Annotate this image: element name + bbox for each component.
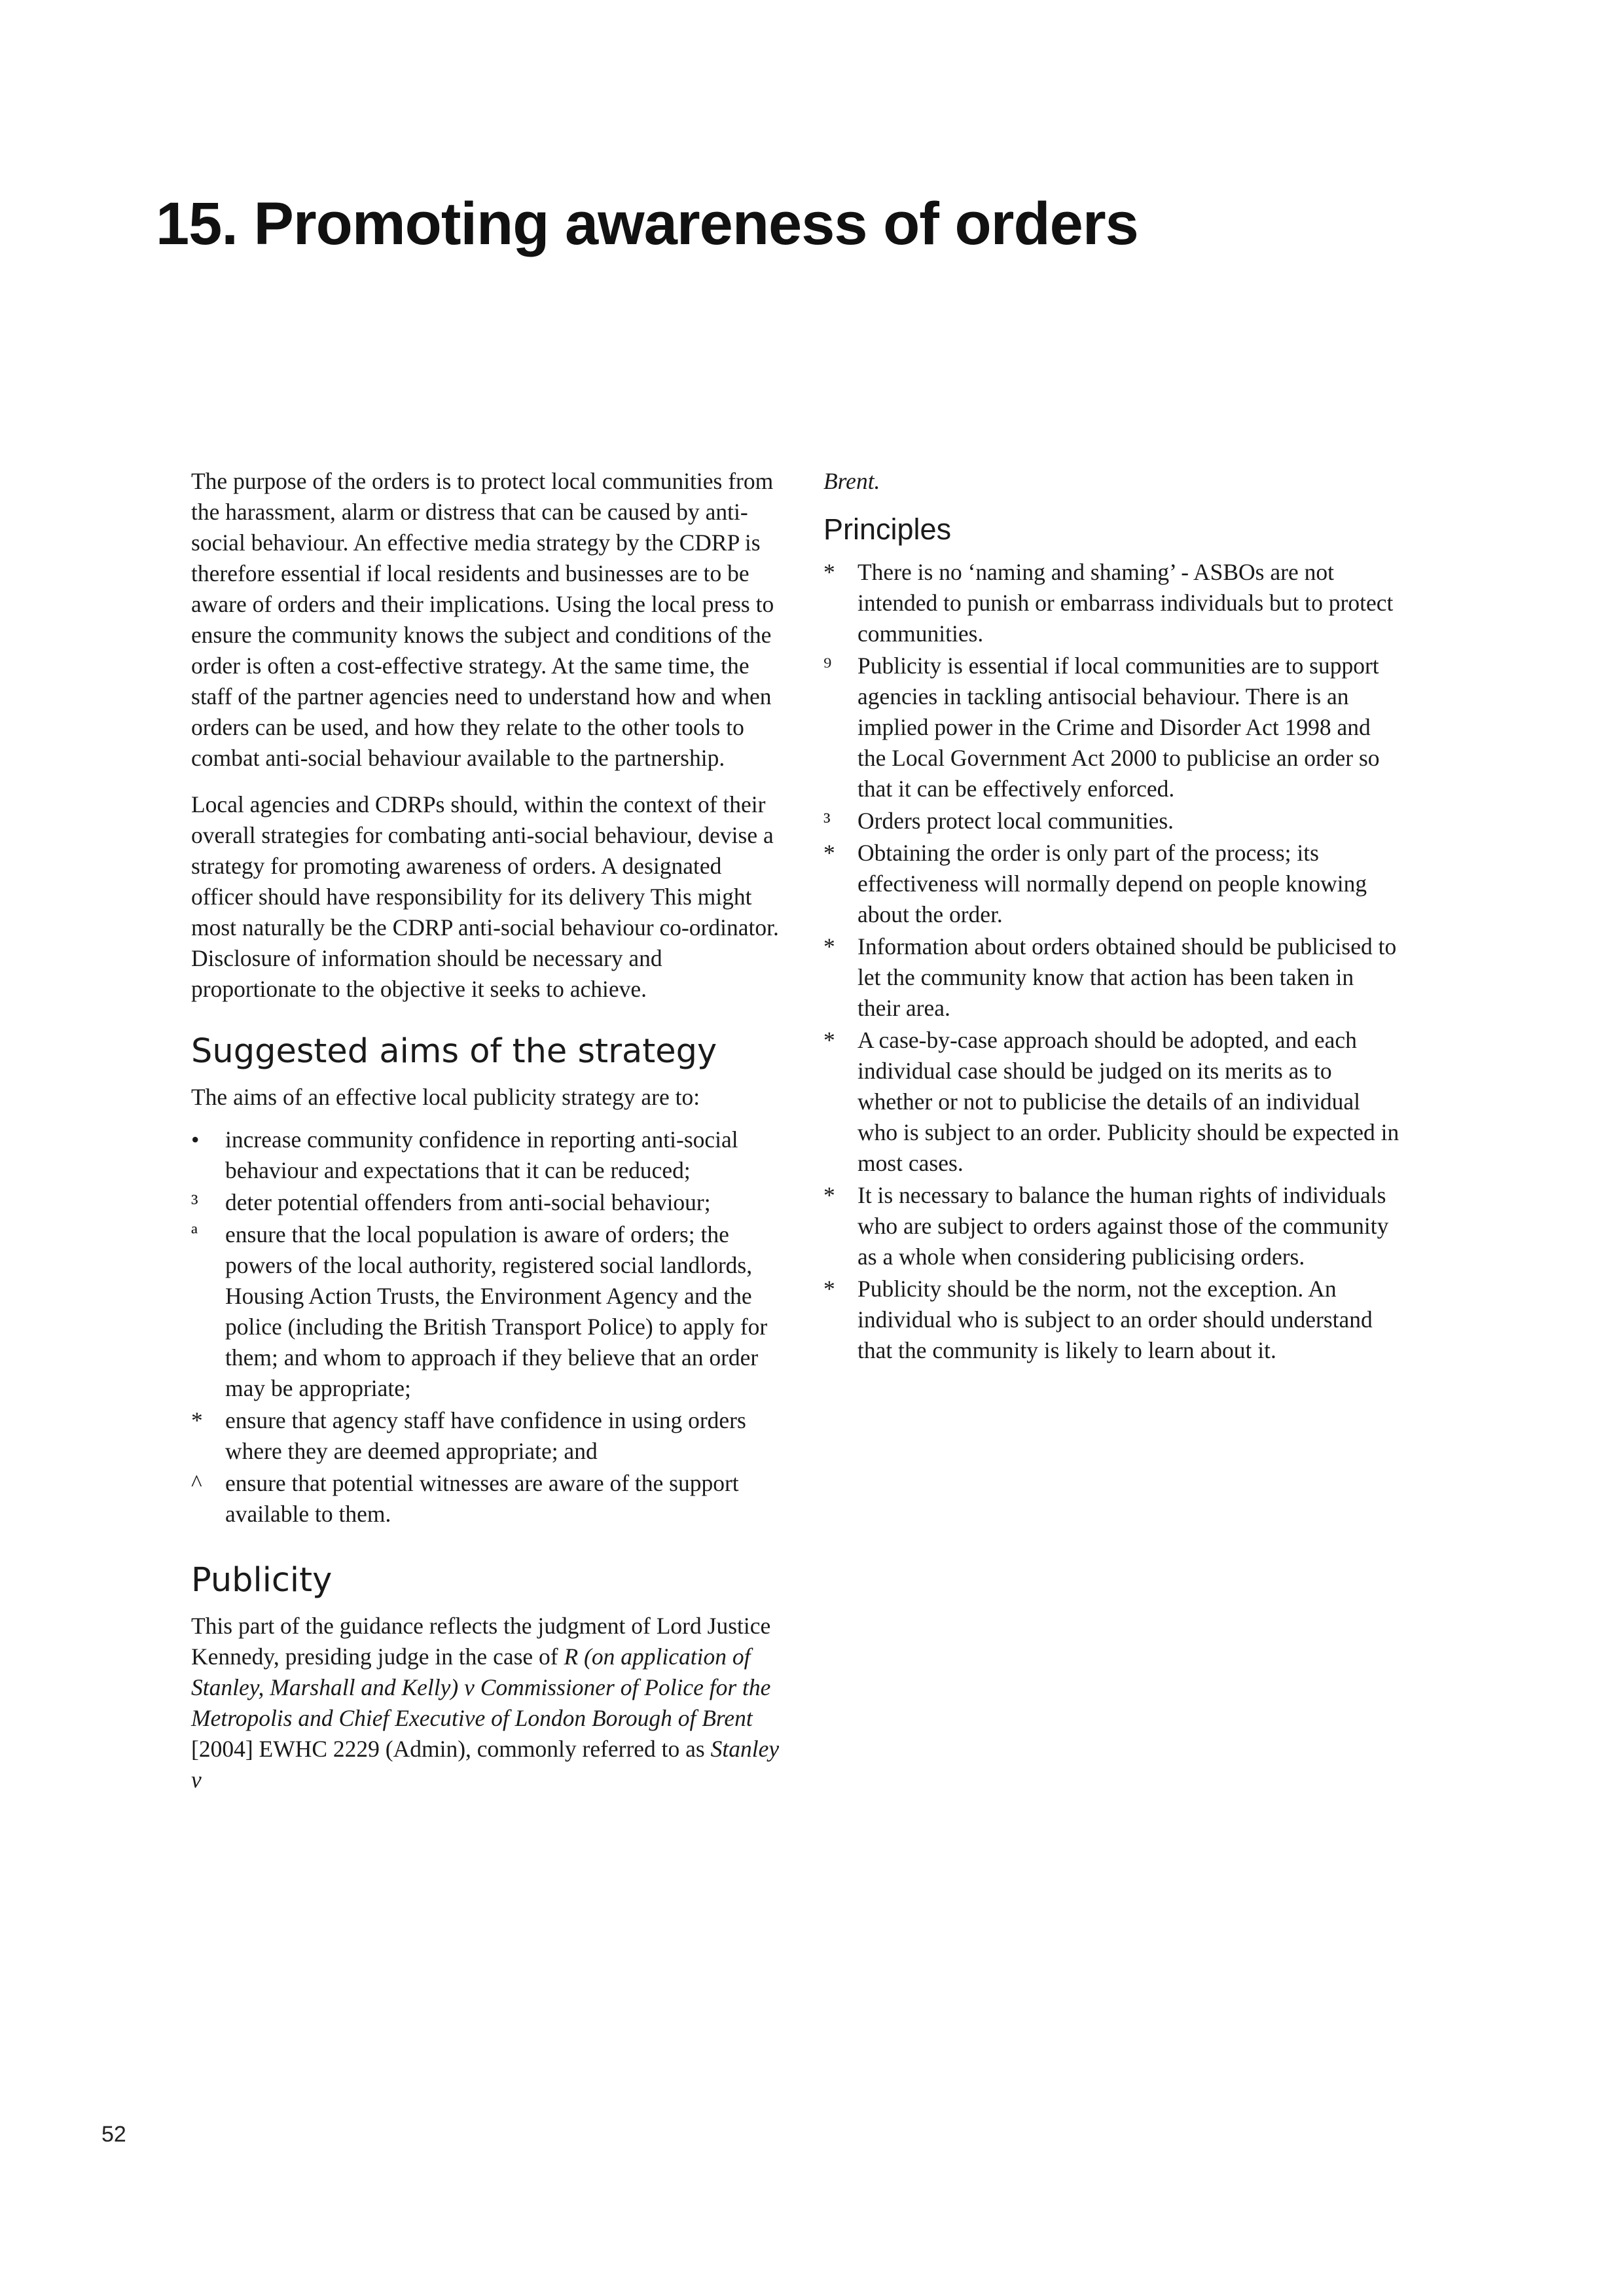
- list-item: [823, 806, 1399, 836]
- list-item-text: A case-by-case approach should be adopted, and each individual case should be judged on its merits as to whether or not to publicise the details of an individual who is subject to an order. Publicity should be expected in most cases.: [857, 1027, 1399, 1176]
- list-item-text: increase community confidence in reporting anti-social behaviour and expectations that it can be reduced;: [225, 1126, 738, 1183]
- case-name: R (on application of Stanley, Marshall and Kelly) v Commissioner of Police for the Metropolis and Chief Executive of London Borough of Brent: [191, 1643, 771, 1731]
- publicity-paragraph: [191, 1611, 780, 1795]
- publicity-text-1: This part of the guidance reflects the judgment of Lord Justice Kennedy, presiding judge in the case of: [191, 1613, 771, 1670]
- bullet-marker: ª: [191, 1221, 198, 1247]
- list-item: [191, 1124, 780, 1186]
- bullet-marker: •: [191, 1126, 200, 1153]
- bullet-marker: *: [191, 1407, 203, 1433]
- list-item: [191, 1219, 780, 1404]
- list-item: [823, 931, 1399, 1024]
- aims-heading: Suggested aims of the strategy: [191, 1032, 717, 1071]
- principles-list: [823, 557, 1399, 1366]
- page-number: 52: [101, 2122, 126, 2147]
- list-item-text: ensure that the local population is aware of orders; the powers of the local authority, registered social landlords, Housing Action Trusts, the Environment Agency and the police (including the British Transport Police) to apply for them; and whom to approach if they believe that an order may be appropriate;: [225, 1221, 768, 1401]
- list-item: [823, 1180, 1399, 1272]
- left-column: [191, 466, 780, 1811]
- list-item: [823, 1274, 1399, 1366]
- continuation-text: [823, 466, 1399, 497]
- bullet-marker: ³: [191, 1189, 198, 1215]
- list-item-text: Information about orders obtained should be publicised to let the community know that action has been taken in their area.: [857, 933, 1397, 1021]
- bullet-marker: ⁹: [823, 653, 832, 679]
- case-short-name-end: Brent.: [823, 468, 880, 494]
- aims-list: [191, 1124, 780, 1530]
- intro-paragraph-2: Local agencies and CDRPs should, within the context of their overall strategies for combating anti-social behaviour, devise a strategy for promoting awareness of orders. A designated officer should have responsibility for its delivery This might most naturally be the CDRP anti-social behaviour co-ordinator. Disclosure of information should be necessary and proportionate to the objective it seeks to achieve.: [191, 791, 779, 1002]
- bullet-marker: ^: [191, 1470, 202, 1496]
- list-item-text: Orders protect local communities.: [857, 808, 1174, 834]
- list-item-text: ensure that potential witnesses are aware of the support available to them.: [225, 1470, 739, 1527]
- list-item: [191, 1405, 780, 1467]
- right-column: [823, 466, 1399, 1367]
- bullet-marker: *: [823, 559, 835, 585]
- list-item: [823, 557, 1399, 649]
- page-title: 15. Promoting awareness of orders: [156, 190, 1138, 257]
- bullet-marker: *: [823, 933, 835, 960]
- list-item-text: There is no ‘naming and shaming’ - ASBOs are not intended to punish or embarrass individuals but to protect communities.: [857, 559, 1394, 647]
- case-short-name: Stanley v: [191, 1736, 780, 1793]
- bullet-marker: *: [823, 840, 835, 866]
- principles-heading: Principles: [823, 512, 952, 546]
- list-item-text: Obtaining the order is only part of the process; its effectiveness will normally depend on people knowing about the order.: [857, 840, 1367, 927]
- bullet-marker: *: [823, 1276, 835, 1302]
- list-item-text: Publicity is essential if local communities are to support agencies in tackling antisocial behaviour. There is an implied power in the Crime and Disorder Act 1998 and the Local Government Act 2000 to publicise an order so that it can be effectively enforced.: [857, 653, 1380, 802]
- list-item: [823, 838, 1399, 930]
- intro-paragraph-1: The purpose of the orders is to protect local communities from the harassment, alarm or distress that can be caused by anti-social behaviour. An effective media strategy by the CDRP is therefore essential if local residents and businesses are to be aware of orders and their implications. Using the local press to ensure the community knows the subject and conditions of the order is often a cost-effective strategy. At the same time, the staff of the partner agencies need to understand how and when orders can be used, and how they relate to the other tools to combat anti-social behaviour available to the partnership.: [191, 468, 774, 771]
- list-item: [823, 651, 1399, 804]
- list-item-text: It is necessary to balance the human rights of individuals who are subject to orders against those of the community as a whole when considering publicising orders.: [857, 1182, 1389, 1270]
- list-item: [191, 1468, 780, 1530]
- bullet-marker: ³: [823, 808, 831, 834]
- list-item: [191, 1187, 780, 1218]
- bullet-marker: *: [823, 1027, 835, 1053]
- list-item: [823, 1025, 1399, 1179]
- aims-intro: The aims of an effective local publicity strategy are to:: [191, 1084, 700, 1110]
- publicity-heading: Publicity: [191, 1561, 333, 1600]
- bullet-marker: *: [823, 1182, 835, 1208]
- list-item-text: deter potential offenders from anti-social behaviour;: [225, 1189, 711, 1215]
- publicity-text-2: [2004] EWHC 2229 (Admin), commonly referred to as: [191, 1736, 711, 1762]
- list-item-text: Publicity should be the norm, not the exception. An individual who is subject to an order should understand that the community is likely to learn about it.: [857, 1276, 1373, 1363]
- list-item-text: ensure that agency staff have confidence in using orders where they are deemed appropriate; and: [225, 1407, 746, 1464]
